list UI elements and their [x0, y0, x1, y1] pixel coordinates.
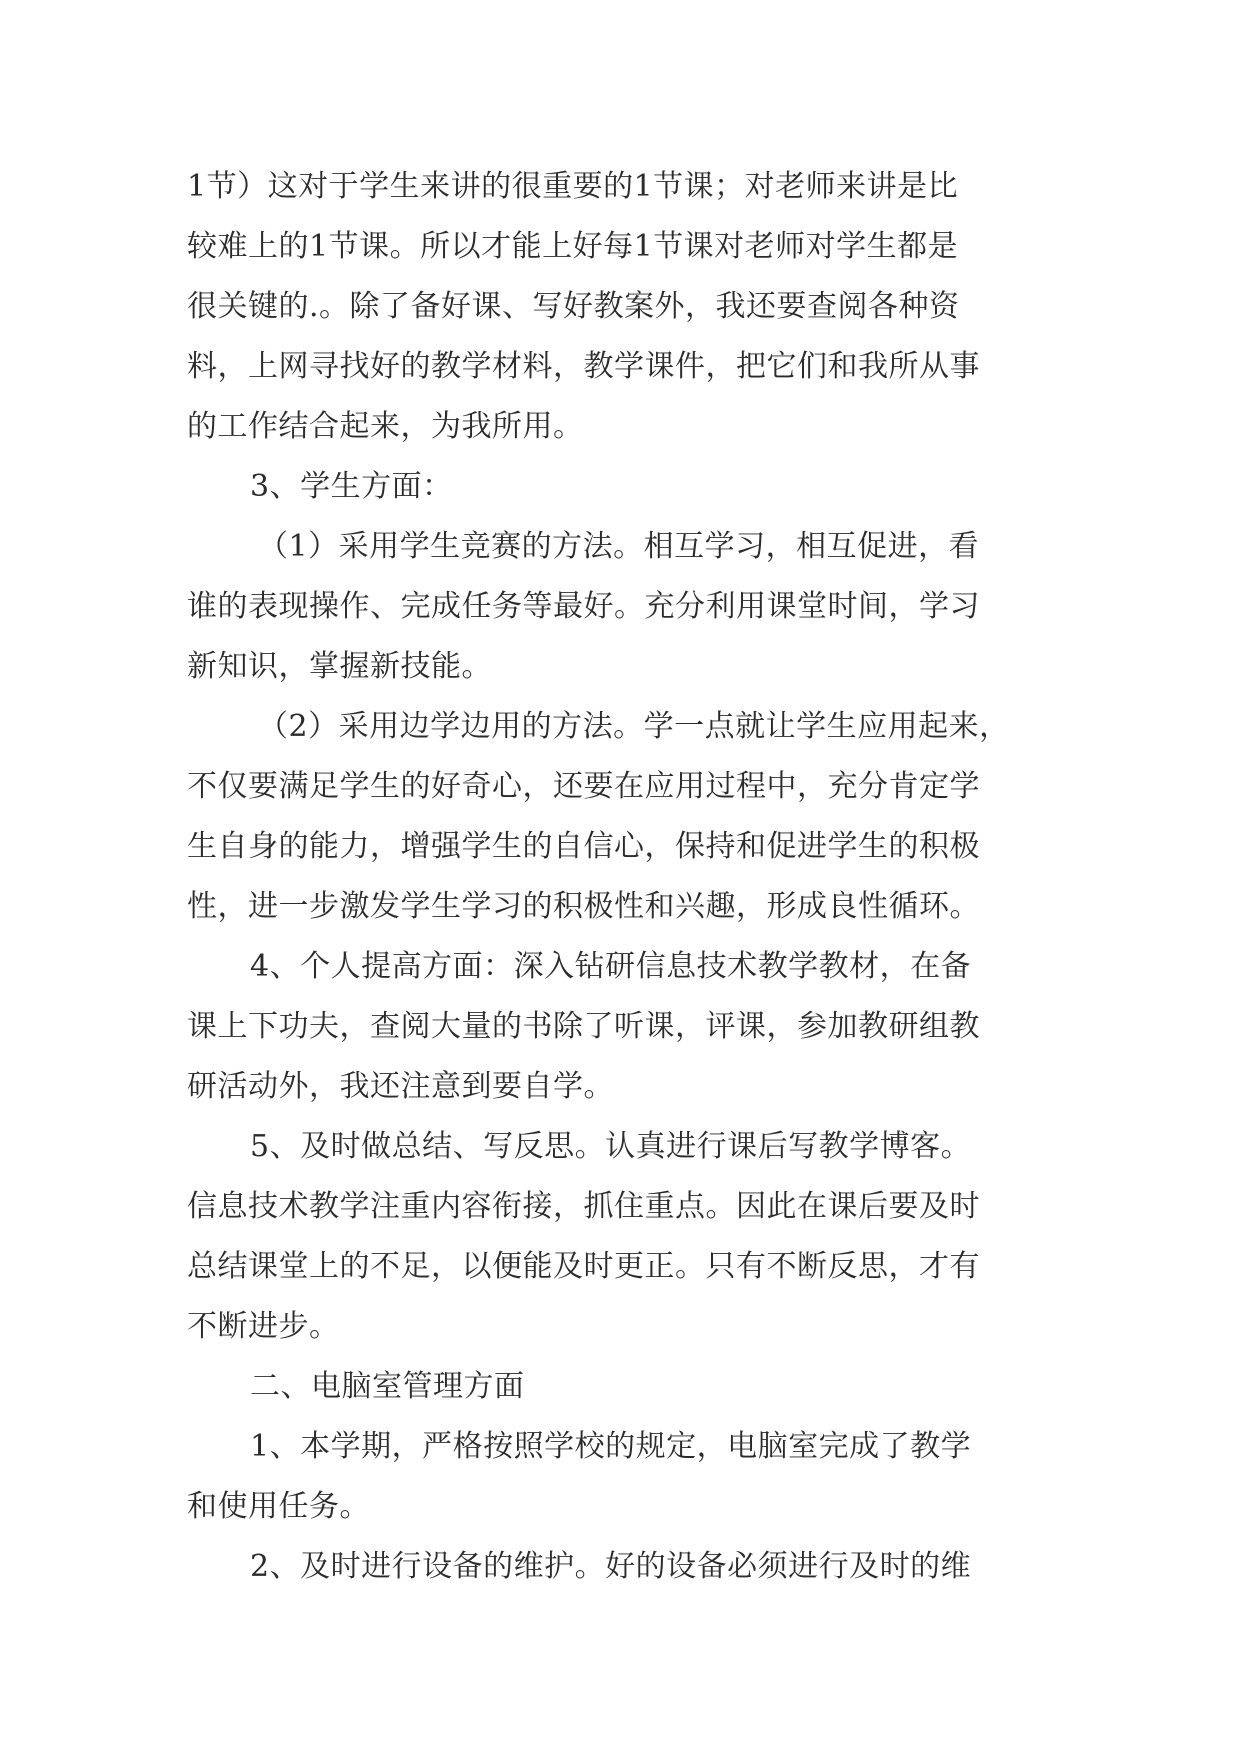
- section-heading: 二、电脑室管理方面: [250, 1369, 525, 1404]
- text-line: 很关键的.。除了备好课、写好教案外，我还要查阅各种资: [187, 289, 960, 324]
- text-line: 1、本学期，严格按照学校的规定，电脑室完成了教学: [250, 1429, 972, 1464]
- text-line: 新知识，掌握新技能。: [187, 649, 492, 684]
- text-line: （1）采用学生竞赛的方法。相互学习，相互促进，看: [258, 529, 980, 564]
- text-line: 课上下功夫，查阅大量的书除了听课，评课，参加教研组教: [187, 1009, 980, 1044]
- text-line: 4、个人提高方面：深入钻研信息技术教学教材，在备: [250, 949, 972, 984]
- text-line: 谁的表现操作、完成任务等最好。充分利用课堂时间，学习: [187, 589, 980, 624]
- text-line: 1节）这对于学生来讲的很重要的1节课；对老师来讲是比: [187, 169, 959, 204]
- text-line: 研活动外，我还注意到要自学。: [187, 1069, 614, 1104]
- section-heading: 3、学生方面：: [250, 469, 453, 504]
- text-line: 2、及时进行设备的维护。好的设备必须进行及时的维: [250, 1549, 972, 1584]
- text-line: （2）采用边学边用的方法。学一点就让学生应用起来，: [258, 709, 1010, 744]
- text-line: 和使用任务。: [187, 1489, 370, 1524]
- text-line: 不仅要满足学生的好奇心，还要在应用过程中，充分肯定学: [187, 769, 980, 804]
- text-line: 料，上网寻找好的教学材料，教学课件，把它们和我所从事: [187, 349, 980, 384]
- text-line: 生自身的能力，增强学生的自信心，保持和促进学生的积极: [187, 829, 980, 864]
- text-line: 信息技术教学注重内容衔接，抓住重点。因此在课后要及时: [187, 1189, 980, 1224]
- text-line: 总结课堂上的不足，以便能及时更正。只有不断反思，才有: [187, 1249, 980, 1284]
- text-line: 不断进步。: [187, 1309, 340, 1344]
- text-line: 5、及时做总结、写反思。认真进行课后写教学博客。: [250, 1129, 972, 1164]
- text-line: 较难上的1节课。所以才能上好每1节课对老师对学生都是: [187, 229, 959, 264]
- text-line: 性，进一步激发学生学习的积极性和兴趣，形成良性循环。: [187, 889, 980, 924]
- text-line: 的工作结合起来，为我所用。: [187, 409, 584, 444]
